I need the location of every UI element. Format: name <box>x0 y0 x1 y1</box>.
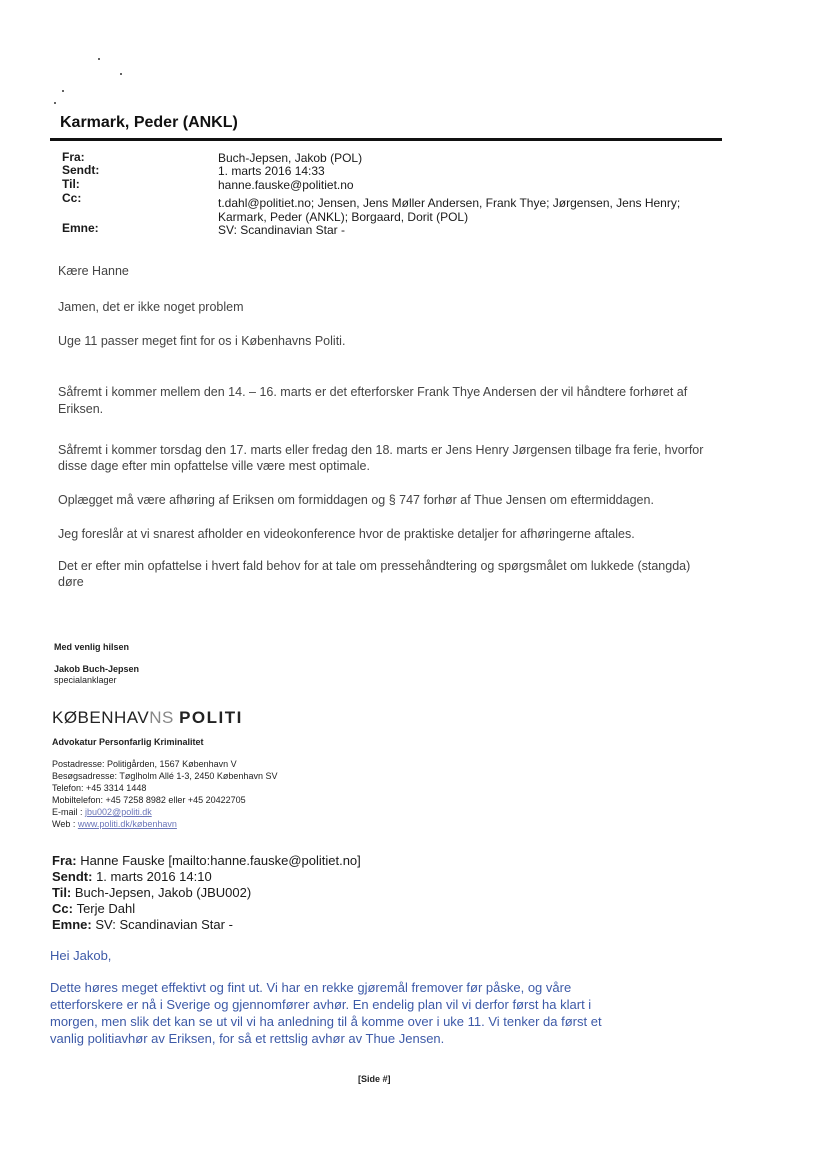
quoted-line: etterforskere er nå i Sverige og gjennomfører avhør. En endelig plan vil vi derfor først ha klart i <box>50 997 592 1012</box>
page-number: [Side #] <box>358 1074 391 1084</box>
quoted-sent-value: 1. marts 2016 14:10 <box>96 869 212 884</box>
scan-speck <box>120 73 122 75</box>
quoted-cc <box>52 901 135 916</box>
from-value: Buch-Jepsen, Jakob (POL) <box>218 151 363 165</box>
to-label: Til: <box>62 177 80 191</box>
quoted-subject-label: Emne: <box>52 917 92 932</box>
greeting: Kære Hanne <box>58 264 129 278</box>
quoted-from-value: Hanne Fauske [mailto:hanne.fauske@politiet.no] <box>80 853 361 868</box>
cc-value-line2: Karmark, Peder (ANKL); Borgaard, Dorit (POL) <box>218 210 469 224</box>
scan-speck <box>54 102 56 104</box>
address-line: Telefon: +45 3314 1448 <box>52 783 147 793</box>
web-link[interactable]: www.politi.dk/københavn <box>77 819 177 829</box>
sent-label: Sendt: <box>62 163 100 177</box>
body-line: Jeg foreslår at vi snarest afholder en videokonference hvor de praktiske detaljer for afhøringerne aftales. <box>58 527 635 541</box>
quoted-cc-label: Cc: <box>52 901 73 916</box>
header-rule <box>50 138 722 141</box>
quoted-line: Dette høres meget effektivt og fint ut. Vi har en rekke gjøremål fremover før påske, og våre <box>50 980 572 995</box>
subject-value: SV: Scandinavian Star - <box>218 223 345 237</box>
address-line: Besøgsadresse: Tøglholm Allé 1-3, 2450 København SV <box>52 771 278 781</box>
police-logo <box>52 708 243 728</box>
quoted-to <box>52 885 251 900</box>
brand-main: KØBENHAV <box>52 708 150 727</box>
signer-title: specialanklager <box>54 675 117 685</box>
sent-value: 1. marts 2016 14:33 <box>218 164 325 178</box>
web-row <box>52 819 177 829</box>
email-link[interactable]: jbu002@politi.dk <box>85 807 152 817</box>
scan-speck <box>62 90 64 92</box>
quoted-line: morgen, men slik det kan se ut vil vi ha anledning til å komme over i uke 11. Vi tenker da først et <box>50 1014 602 1029</box>
from-label: Fra: <box>62 150 85 164</box>
body-line: Uge 11 passer meget fint for os i Københavns Politi. <box>58 334 346 348</box>
quoted-sent <box>52 869 212 884</box>
scan-speck <box>98 58 100 60</box>
body-line: døre <box>58 575 84 589</box>
mailbox-owner-name: Karmark, Peder (ANKL) <box>60 114 238 131</box>
body-line: Oplægget må være afhøring af Eriksen om formiddagen og § 747 forhør af Thue Jensen om eftermiddagen. <box>58 493 654 507</box>
body-line: Jamen, det er ikke noget problem <box>58 300 244 314</box>
web-label: Web : <box>52 819 76 829</box>
signer-name: Jakob Buch-Jepsen <box>54 664 140 674</box>
email-row <box>52 807 152 817</box>
address-line: Postadresse: Politigården, 1567 København V <box>52 759 237 769</box>
body-line: Det er efter min opfattelse i hvert fald behov for at tale om pressehåndtering og spørgsmålet om lukkede (stangda) <box>58 559 691 573</box>
quoted-from-label: Fra: <box>52 853 77 868</box>
quoted-subject-value: SV: Scandinavian Star - <box>95 917 233 932</box>
quoted-sent-label: Sendt: <box>52 869 93 884</box>
quoted-subject <box>52 917 233 932</box>
department: Advokatur Personfarlig Kriminalitet <box>52 737 204 747</box>
brand-ns: NS <box>149 708 174 727</box>
quoted-from <box>52 853 361 868</box>
quoted-line: vanlig politiavhør av Eriksen, for så et rettslig avhør av Thue Jensen. <box>50 1031 445 1046</box>
subject-label: Emne: <box>62 221 99 235</box>
closing: Med venlig hilsen <box>54 642 130 652</box>
body-line: Såfremt i kommer mellem den 14. – 16. marts er det efterforsker Frank Thye Andersen der vil håndtere forhøret af <box>58 385 688 399</box>
quoted-to-label: Til: <box>52 885 72 900</box>
quoted-greeting: Hei Jakob, <box>50 948 112 963</box>
to-value: hanne.fauske@politiet.no <box>218 178 354 192</box>
body-line: Såfremt i kommer torsdag den 17. marts eller fredag den 18. marts er Jens Henry Jørgensen tilbage fra ferie, hvorfor <box>58 443 704 457</box>
cc-value-line1: t.dahl@politiet.no; Jensen, Jens Møller Andersen, Frank Thye; Jørgensen, Jens Henry; <box>218 196 681 210</box>
body-line: disse dage efter min opfattelse ville være mest optimale. <box>58 459 370 473</box>
email-label: E-mail : <box>52 807 83 817</box>
quoted-cc-value: Terje Dahl <box>76 901 136 916</box>
address-line: Mobiltelefon: +45 7258 8982 eller +45 20422705 <box>52 795 246 805</box>
body-line: Eriksen. <box>58 402 104 416</box>
quoted-to-value: Buch-Jepsen, Jakob (JBU002) <box>74 885 252 900</box>
brand-politi: POLITI <box>179 708 243 727</box>
cc-label: Cc: <box>62 191 82 205</box>
